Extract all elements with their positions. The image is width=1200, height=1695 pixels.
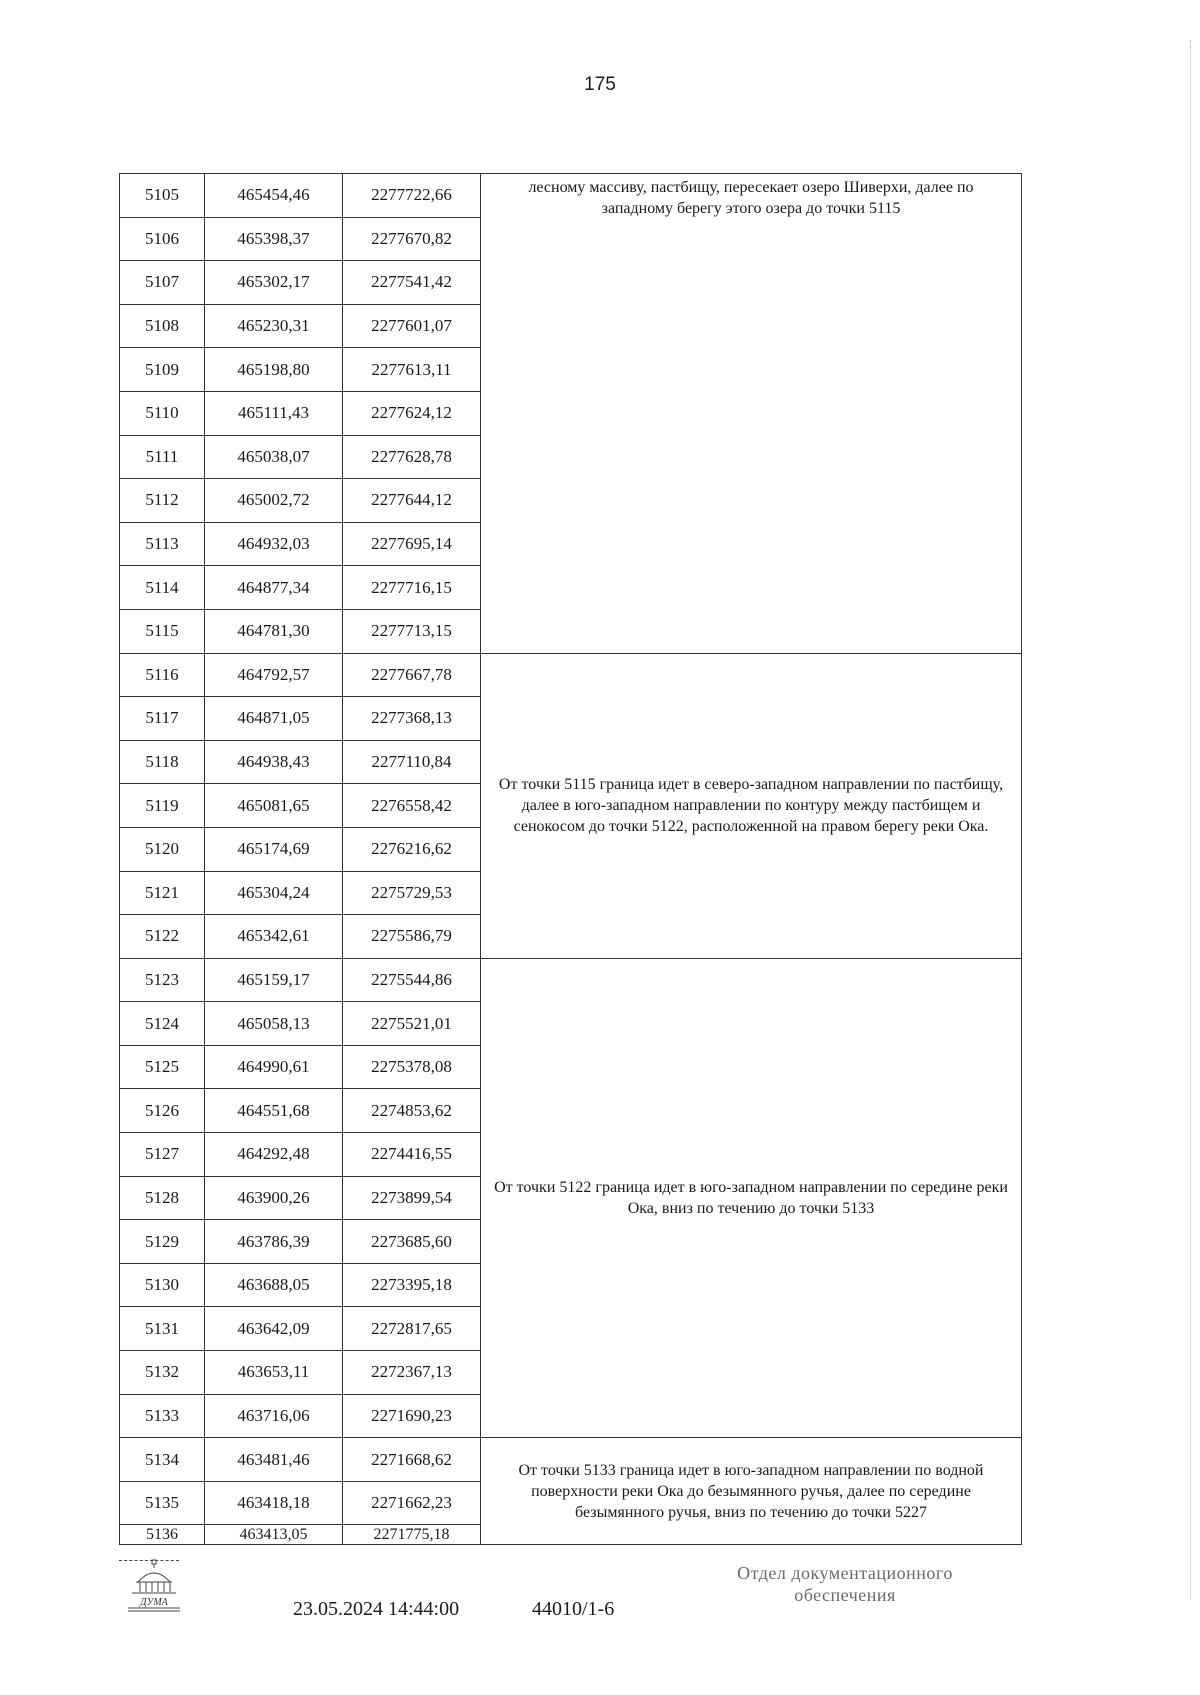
table-row [120, 653, 1022, 697]
point-number-cell: 5114 [120, 566, 205, 610]
footer-timestamp: 23.05.2024 14:44:00 [293, 1598, 460, 1620]
y-coordinate-cell: 2271662,23 [343, 1481, 481, 1525]
x-coordinate-cell: 465304,24 [205, 871, 343, 915]
x-coordinate-cell: 463786,39 [205, 1220, 343, 1264]
y-coordinate-cell: 2273395,18 [343, 1263, 481, 1307]
y-coordinate-cell: 2272817,65 [343, 1307, 481, 1351]
x-coordinate-cell: 465342,61 [205, 915, 343, 959]
x-coordinate-cell: 465174,69 [205, 827, 343, 871]
x-coordinate-cell: 464792,57 [205, 653, 343, 697]
x-coordinate-cell: 464877,34 [205, 566, 343, 610]
y-coordinate-cell: 2275521,01 [343, 1002, 481, 1046]
y-coordinate-cell: 2277368,13 [343, 697, 481, 741]
scan-edge-mark [1190, 40, 1191, 1600]
point-number-cell: 5129 [120, 1220, 205, 1264]
point-number-cell: 5131 [120, 1307, 205, 1351]
y-coordinate-cell: 2277601,07 [343, 304, 481, 348]
point-number-cell: 5110 [120, 391, 205, 435]
point-number-cell: 5134 [120, 1438, 205, 1482]
point-number-cell: 5119 [120, 784, 205, 828]
x-coordinate-cell: 464871,05 [205, 697, 343, 741]
point-number-cell: 5122 [120, 915, 205, 959]
x-coordinate-cell: 463688,05 [205, 1263, 343, 1307]
y-coordinate-cell: 2276216,62 [343, 827, 481, 871]
y-coordinate-cell: 2276558,42 [343, 784, 481, 828]
y-coordinate-cell: 2277716,15 [343, 566, 481, 610]
x-coordinate-cell: 464932,03 [205, 522, 343, 566]
x-coordinate-cell: 464292,48 [205, 1133, 343, 1177]
y-coordinate-cell: 2271690,23 [343, 1394, 481, 1438]
x-coordinate-cell: 465159,17 [205, 958, 343, 1002]
boundary-description-cell: От точки 5115 граница идет в северо-западном направлении по пастбищу, далее в юго-западном направлении по контуру между пастбищем и сенокосом до точки 5122, расположенной на правом берегу реки Ока. [481, 653, 1022, 958]
point-number-cell: 5133 [120, 1394, 205, 1438]
y-coordinate-cell: 2273685,60 [343, 1220, 481, 1264]
y-coordinate-cell: 2277110,84 [343, 740, 481, 784]
x-coordinate-cell: 464781,30 [205, 609, 343, 653]
point-number-cell: 5124 [120, 1002, 205, 1046]
point-number-cell: 5111 [120, 435, 205, 479]
point-number-cell: 5107 [120, 261, 205, 305]
point-number-cell: 5108 [120, 304, 205, 348]
x-coordinate-cell: 463642,09 [205, 1307, 343, 1351]
point-number-cell: 5121 [120, 871, 205, 915]
footer-department-stamp [700, 1562, 990, 1606]
point-number-cell: 5125 [120, 1045, 205, 1089]
table-row [120, 958, 1022, 1002]
point-number-cell: 5106 [120, 217, 205, 261]
coordinates-table-body [120, 174, 1022, 1545]
x-coordinate-cell: 464551,68 [205, 1089, 343, 1133]
x-coordinate-cell: 463413,05 [205, 1525, 343, 1545]
x-coordinate-cell: 465111,43 [205, 391, 343, 435]
table-row [120, 1438, 1022, 1482]
y-coordinate-cell: 2275729,53 [343, 871, 481, 915]
x-coordinate-cell: 464938,43 [205, 740, 343, 784]
y-coordinate-cell: 2277695,14 [343, 522, 481, 566]
x-coordinate-cell: 465454,46 [205, 174, 343, 218]
point-number-cell: 5132 [120, 1351, 205, 1395]
x-coordinate-cell: 464990,61 [205, 1045, 343, 1089]
point-number-cell: 5105 [120, 174, 205, 218]
y-coordinate-cell: 2277628,78 [343, 435, 481, 479]
duma-building-logo-icon [124, 1558, 184, 1616]
y-coordinate-cell: 2275544,86 [343, 958, 481, 1002]
point-number-cell: 5116 [120, 653, 205, 697]
x-coordinate-cell: 465302,17 [205, 261, 343, 305]
y-coordinate-cell: 2277667,78 [343, 653, 481, 697]
y-coordinate-cell: 2275378,08 [343, 1045, 481, 1089]
y-coordinate-cell: 2271668,62 [343, 1438, 481, 1482]
page-number: 175 [584, 74, 616, 95]
point-number-cell: 5109 [120, 348, 205, 392]
x-coordinate-cell: 463481,46 [205, 1438, 343, 1482]
y-coordinate-cell: 2277670,82 [343, 217, 481, 261]
y-coordinate-cell: 2271775,18 [343, 1525, 481, 1545]
x-coordinate-cell: 465002,72 [205, 479, 343, 523]
x-coordinate-cell: 465081,65 [205, 784, 343, 828]
x-coordinate-cell: 465198,80 [205, 348, 343, 392]
department-line-2: обеспечения [794, 1585, 896, 1605]
department-line-1: Отдел документационного [737, 1563, 953, 1583]
y-coordinate-cell: 2273899,54 [343, 1176, 481, 1220]
point-number-cell: 5115 [120, 609, 205, 653]
x-coordinate-cell: 463653,11 [205, 1351, 343, 1395]
coordinates-table [119, 173, 1022, 1545]
x-coordinate-cell: 465398,37 [205, 217, 343, 261]
table-row [120, 174, 1022, 218]
footer-document-code: 44010/1-6 [532, 1598, 615, 1620]
y-coordinate-cell: 2274853,62 [343, 1089, 481, 1133]
boundary-description-cell: лесному массиву, пастбищу, пересекает озеро Шиверхи, далее по западному берегу этого озера до точки 5115 [481, 174, 1022, 654]
y-coordinate-cell: 2272367,13 [343, 1351, 481, 1395]
point-number-cell: 5123 [120, 958, 205, 1002]
y-coordinate-cell: 2277722,66 [343, 174, 481, 218]
point-number-cell: 5136 [120, 1525, 205, 1545]
x-coordinate-cell: 463716,06 [205, 1394, 343, 1438]
point-number-cell: 5126 [120, 1089, 205, 1133]
x-coordinate-cell: 463900,26 [205, 1176, 343, 1220]
point-number-cell: 5118 [120, 740, 205, 784]
y-coordinate-cell: 2277644,12 [343, 479, 481, 523]
point-number-cell: 5127 [120, 1133, 205, 1177]
y-coordinate-cell: 2277624,12 [343, 391, 481, 435]
y-coordinate-cell: 2277613,11 [343, 348, 481, 392]
point-number-cell: 5135 [120, 1481, 205, 1525]
x-coordinate-cell: 465230,31 [205, 304, 343, 348]
x-coordinate-cell: 463418,18 [205, 1481, 343, 1525]
x-coordinate-cell: 465038,07 [205, 435, 343, 479]
point-number-cell: 5117 [120, 697, 205, 741]
point-number-cell: 5112 [120, 479, 205, 523]
y-coordinate-cell: 2275586,79 [343, 915, 481, 959]
boundary-description-cell: От точки 5122 граница идет в юго-западном направлении по середине реки Ока, вниз по течению до точки 5133 [481, 958, 1022, 1438]
y-coordinate-cell: 2277541,42 [343, 261, 481, 305]
boundary-description-cell: От точки 5133 граница идет в юго-западном направлении по водной поверхности реки Ока до безымянного ручья, далее по середине безымянного ручья, вниз по течению до точки 5227 [481, 1438, 1022, 1545]
point-number-cell: 5128 [120, 1176, 205, 1220]
y-coordinate-cell: 2274416,55 [343, 1133, 481, 1177]
logo-text: ДУМА [140, 1597, 168, 1608]
x-coordinate-cell: 465058,13 [205, 1002, 343, 1046]
point-number-cell: 5130 [120, 1263, 205, 1307]
point-number-cell: 5113 [120, 522, 205, 566]
point-number-cell: 5120 [120, 827, 205, 871]
y-coordinate-cell: 2277713,15 [343, 609, 481, 653]
